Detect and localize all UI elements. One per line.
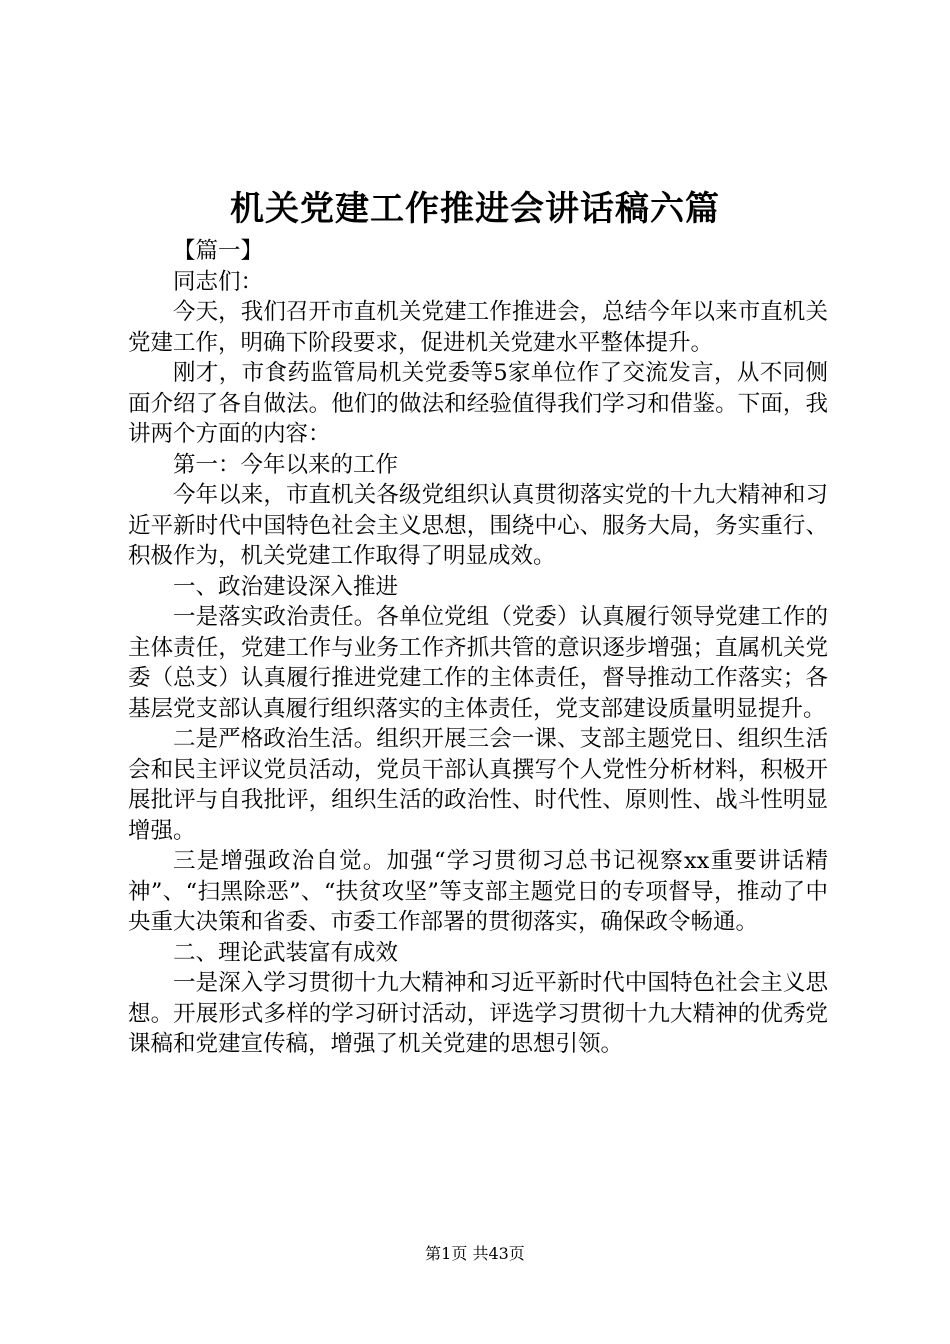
paragraph: 刚才，市食药监管局机关党委等5家单位作了交流发言，从不同侧面介绍了各自做法。他们的做法和经验值得我们学习和借鉴。下面，我讲两个方面的内容：: [128, 360, 828, 447]
paragraph: 今年以来，市直机关各级党组织认真贯彻落实党的十九大精神和习近平新时代中国特色社会主义思想，围绕中心、服务大局，务实重行、积极作为，机关党建工作取得了明显成效。: [128, 482, 828, 569]
document-body: [128, 236, 828, 1060]
document-title: 机关党建工作推进会讲话稿六篇: [230, 189, 720, 229]
paragraph: 一是深入学习贯彻十九大精神和习近平新时代中国特色社会主义思想。开展形式多样的学习研讨活动，评选学习贯彻十九大精神的优秀党课稿和党建宣传稿，增强了机关党建的思想引领。: [128, 970, 828, 1057]
paragraph-salutation: 同志们：: [173, 268, 264, 295]
paragraph-heading: 一、政治建设深入推进: [173, 573, 399, 600]
paragraph-heading: 二、理论武装富有成效: [173, 939, 399, 966]
paragraph-section-label: 【篇一】: [173, 238, 264, 264]
paragraph: 一是落实政治责任。各单位党组（党委）认真履行领导党建工作的主体责任，党建工作与业务工作齐抓共管的意识逐步增强；直属机关党委（总支）认真履行推进党建工作的主体责任，督导推动工作落实；各基层党支部认真履行组织落实的主体责任，党支部建设质量明显提升。: [128, 604, 828, 722]
paragraph: 二是严格政治生活。组织开展三会一课、支部主题党日、组织生活会和民主评议党员活动，党员干部认真撰写个人党性分析材料，积极开展批评与自我批评，组织生活的政治性、时代性、原则性、战斗性明显增强。: [128, 726, 828, 844]
paragraph: 今天，我们召开市直机关党建工作推进会，总结今年以来市直机关党建工作，明确下阶段要求，促进机关党建水平整体提升。: [128, 299, 828, 356]
paragraph-heading: 第一：今年以来的工作: [173, 451, 399, 478]
paragraph: 三是增强政治自觉。加强“学习贯彻习总书记视察xx重要讲话精神”、“扫黑除恶”、“扶贫攻坚”等支部主题党日的专项督导，推动了中央重大决策和省委、市委工作部署的贯彻落实，确保政令畅通。: [128, 848, 828, 935]
page-footer: 第1页 共43页: [425, 1244, 525, 1263]
